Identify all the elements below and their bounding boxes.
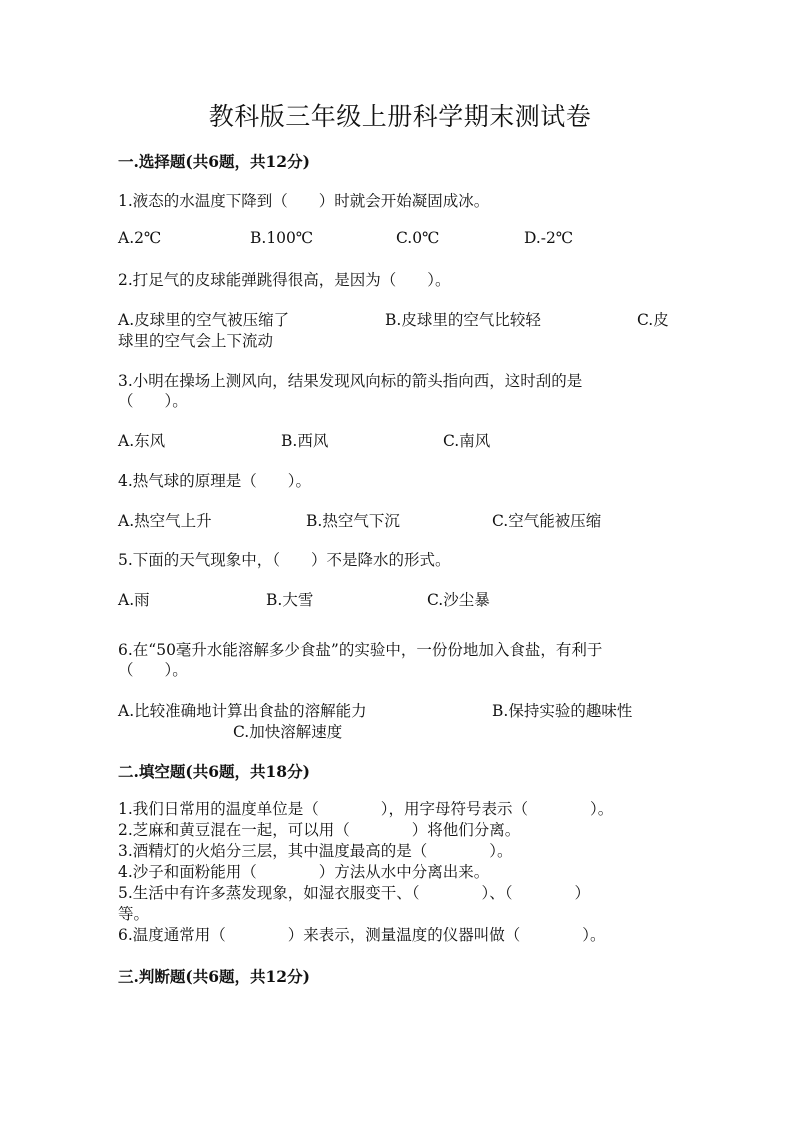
fill-question-1: 1.我们日常用的温度单位是（ ），用字母符号表示（ ）。 [118,800,614,818]
fill-question-2: 2.芝麻和黄豆混在一起，可以用（ ）将他们分离。 [118,821,521,839]
question-6-option-a: A.比较准确地计算出食盐的溶解能力 [118,702,367,720]
section-3-heading: 三.判断题(共6题，共12分) [118,967,310,986]
question-6-stem: 6.在“50毫升水能溶解多少食盐”的实验中，一份份地加入食盐，有利于 [118,641,603,659]
question-5-option-b: B.大雪 [266,591,314,609]
question-1-stem: 1.液态的水温度下降到（ ）时就会开始凝固成冰。 [118,192,490,210]
question-4-option-c: C.空气能被压缩 [492,512,602,530]
question-3-stem-continued: （ ）。 [118,392,188,410]
question-1-option-c: C.0℃ [396,229,440,247]
question-1-option-b: B.100℃ [250,229,314,247]
question-3-option-c: C.南风 [443,432,491,450]
question-6-option-c: C.加快溶解速度 [233,723,343,741]
question-2-option-b: B.皮球里的空气比较轻 [385,311,541,329]
question-5-option-a: A.雨 [118,591,150,609]
fill-question-5-continued: 等。 [118,905,150,923]
question-4-option-b: B.热空气下沉 [306,512,400,530]
question-3-stem: 3.小明在操场上测风向，结果发现风向标的箭头指向西，这时刮的是 [118,372,583,390]
question-4-stem: 4.热气球的原理是（ ）。 [118,472,312,490]
question-3-option-a: A.东风 [118,432,166,450]
question-3-option-b: B.西风 [281,432,329,450]
question-1-option-d: D.-2℃ [524,229,574,247]
question-6-option-b: B.保持实验的趣味性 [492,702,633,720]
page-title: 教科版三年级上册科学期末测试卷 [208,102,592,131]
fill-question-6: 6.温度通常用（ ）来表示，测量温度的仪器叫做（ ）。 [118,926,606,944]
question-2-option-c-continued: 球里的空气会上下流动 [118,332,274,350]
section-1-heading: 一.选择题(共6题，共12分) [118,152,310,171]
question-6-stem-continued: （ ）。 [118,661,188,679]
fill-question-5: 5.生活中有许多蒸发现象，如湿衣服变干、（ ）、（ ） [118,884,591,902]
question-1-option-a: A.2℃ [118,229,162,247]
question-2-stem: 2.打足气的皮球能弹跳得很高，是因为（ ）。 [118,271,451,289]
question-4-option-a: A.热空气上升 [118,512,212,530]
fill-question-4: 4.沙子和面粉能用（ ）方法从水中分离出来。 [118,863,490,881]
question-2-option-c: C.皮 [637,311,669,329]
fill-question-3: 3.酒精灯的火焰分三层，其中温度最高的是（ ）。 [118,842,513,860]
question-5-stem: 5.下面的天气现象中，（ ）不是降水的形式。 [118,551,451,569]
section-2-heading: 二.填空题(共6题，共18分) [118,762,310,781]
question-2-option-a: A.皮球里的空气被压缩了 [118,311,290,329]
question-5-option-c: C.沙尘暴 [427,591,490,609]
